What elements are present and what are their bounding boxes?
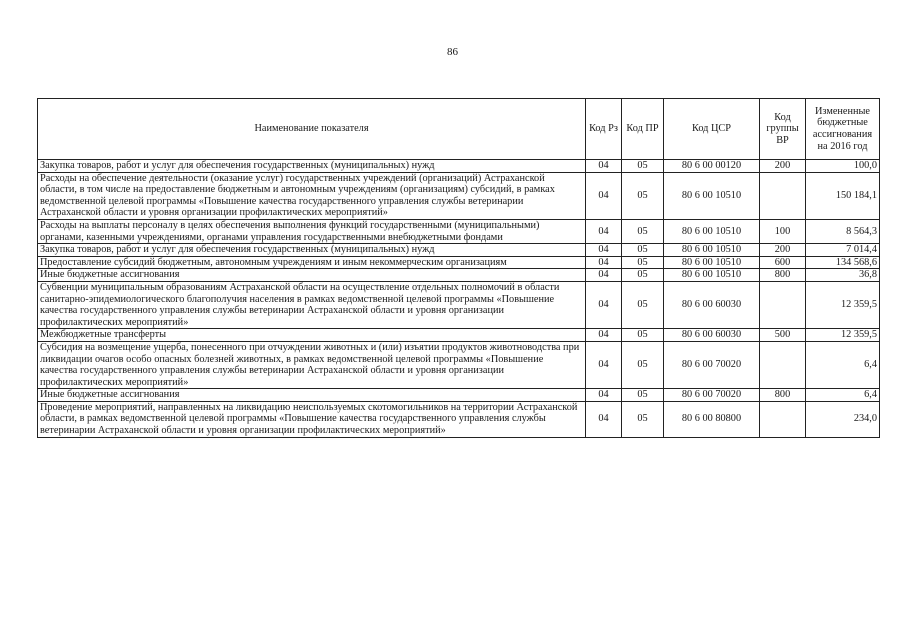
row-pr: 05 [622,341,664,388]
table-row [38,329,880,342]
row-name: Расходы на выплаты персоналу в целях обеспечения выполнения функций государственными (муниципальными) органами, казенными учреждениями, органами управления государственными внебюджетными фондами [38,219,586,243]
row-csr: 80 6 00 60030 [664,329,760,342]
table-row [38,160,880,173]
table-row [38,256,880,269]
row-csr: 80 6 00 10510 [664,172,760,219]
table-row [38,389,880,402]
table-row [38,281,880,328]
row-vr [760,401,806,437]
row-pr: 05 [622,244,664,257]
row-name: Субвенции муниципальным образованиям Астраханской области на осуществление отдельных полномочий в области санитарно-эпидемиологического благополучия населения в рамках ведомственной целевой программы «Повышение качества государственного управления службы ветеринарии Астраханской области и уровня организации профилактических мероприятий» [38,281,586,328]
row-name: Субсидия на возмещение ущерба, понесенного при отчуждении животных и (или) изъятии продуктов животноводства при ликвидации очагов особо опасных болезней животных, в рамках ведомственной целевой программы «Повышение качества государственного управления службы ветеринарии Астраханской области и уровня организации профилактических мероприятий» [38,341,586,388]
row-pr: 05 [622,256,664,269]
row-rz: 04 [586,389,622,402]
row-vr: 800 [760,389,806,402]
table-row [38,244,880,257]
row-pr: 05 [622,329,664,342]
header-csr: Код ЦСР [664,99,760,160]
table-row [38,341,880,388]
row-vr: 600 [760,256,806,269]
row-name: Предоставление субсидий бюджетным, автономным учреждениям и иным некоммерческим организациям [38,256,586,269]
row-csr: 80 6 00 10510 [664,269,760,282]
header-vr: Код группы ВР [760,99,806,160]
row-rz: 04 [586,172,622,219]
row-amount: 7 014,4 [806,244,880,257]
row-csr: 80 6 00 70020 [664,389,760,402]
row-pr: 05 [622,389,664,402]
row-vr [760,341,806,388]
row-csr: 80 6 00 00120 [664,160,760,173]
row-pr: 05 [622,269,664,282]
row-amount: 134 568,6 [806,256,880,269]
row-rz: 04 [586,341,622,388]
header-rz: Код Рз [586,99,622,160]
row-rz: 04 [586,401,622,437]
row-pr: 05 [622,281,664,328]
row-amount: 6,4 [806,341,880,388]
row-csr: 80 6 00 10510 [664,219,760,243]
row-name: Расходы на обеспечение деятельности (оказание услуг) государственных учреждений (организаций) Астраханской области, в том числе на предоставление бюджетным и автономным учреждениям (организациям) субсидий, в рамках ведомственной целевой программы «Повышение качества государственного управления службы ветеринарии Астраханской области и уровня организации профилактических мероприятий» [38,172,586,219]
row-name: Закупка товаров, работ и услуг для обеспечения государственных (муниципальных) нужд [38,244,586,257]
row-vr [760,172,806,219]
row-amount: 234,0 [806,401,880,437]
row-rz: 04 [586,256,622,269]
row-name: Иные бюджетные ассигнования [38,269,586,282]
row-amount: 12 359,5 [806,281,880,328]
row-rz: 04 [586,219,622,243]
row-vr: 200 [760,244,806,257]
table-row [38,269,880,282]
header-name: Наименование показателя [38,99,586,160]
row-amount: 150 184,1 [806,172,880,219]
row-amount: 100,0 [806,160,880,173]
row-csr: 80 6 00 70020 [664,341,760,388]
row-csr: 80 6 00 10510 [664,244,760,257]
row-name: Межбюджетные трансферты [38,329,586,342]
row-vr: 500 [760,329,806,342]
row-vr: 100 [760,219,806,243]
row-name: Проведение мероприятий, направленных на ликвидацию неиспользуемых скотомогильников на территории Астраханской области, в рамках ведомственной целевой программы «Повышение качества государственного управления службы ветеринарии Астраханской области и уровня организации профилактических мероприятий» [38,401,586,437]
row-name: Закупка товаров, работ и услуг для обеспечения государственных (муниципальных) нужд [38,160,586,173]
row-rz: 04 [586,281,622,328]
page-number: 86 [447,46,458,58]
row-rz: 04 [586,269,622,282]
row-vr: 200 [760,160,806,173]
table-row [38,401,880,437]
row-rz: 04 [586,160,622,173]
row-vr [760,281,806,328]
row-pr: 05 [622,172,664,219]
row-name: Иные бюджетные ассигнования [38,389,586,402]
row-amount: 36,8 [806,269,880,282]
budget-table [37,98,880,438]
row-amount: 6,4 [806,389,880,402]
row-rz: 04 [586,329,622,342]
row-amount: 12 359,5 [806,329,880,342]
row-rz: 04 [586,244,622,257]
row-csr: 80 6 00 80800 [664,401,760,437]
row-vr: 800 [760,269,806,282]
row-csr: 80 6 00 60030 [664,281,760,328]
table-row [38,219,880,243]
row-amount: 8 564,3 [806,219,880,243]
header-pr: Код ПР [622,99,664,160]
row-pr: 05 [622,401,664,437]
table-header-row [38,99,880,160]
row-csr: 80 6 00 10510 [664,256,760,269]
header-amount: Измененные бюджетные ассигнования на 2016 год [806,99,880,160]
table-row [38,172,880,219]
row-pr: 05 [622,160,664,173]
row-pr: 05 [622,219,664,243]
